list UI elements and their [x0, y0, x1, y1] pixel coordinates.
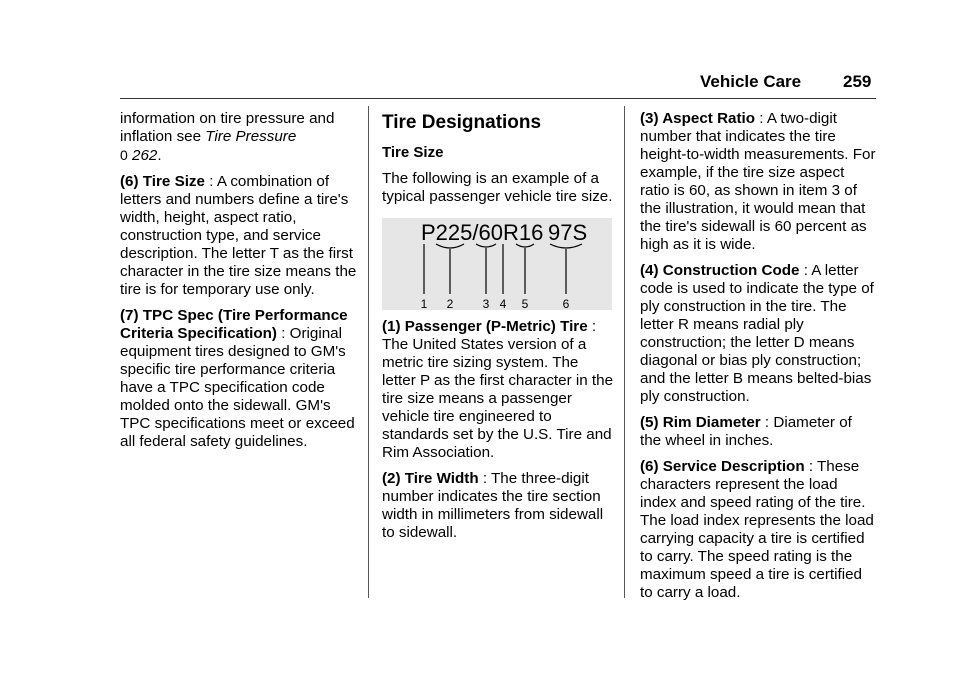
section-title: Tire Designations	[382, 112, 542, 133]
term-description: A two-digit number that indicates the tire height-to-width measurements. For example, if the tire size aspect ratio is 60, as shown in item 3 of the illustration, it would mean that the tire's sidewall is 60 percent as high as it is wide.	[640, 110, 876, 253]
term-separator: :	[799, 262, 812, 279]
term-description: Original equipment tires designed to GM's specific tire performance criteria have a TPC specification code molded onto the sidewall. GM's TPC specifications meet or exceed all federal safety guidelines.	[120, 325, 355, 450]
callout-5: 5	[521, 297, 529, 310]
column-divider-1	[368, 106, 369, 598]
page-ref-icon: 0	[120, 147, 128, 163]
page-ref-number[interactable]: 262	[132, 147, 158, 164]
callout-2: 2	[446, 297, 454, 310]
callout-4: 4	[499, 297, 507, 310]
subsection-title: Tire Size	[382, 144, 444, 161]
term-label: (5) Rim Diameter	[640, 414, 761, 431]
paragraph-tire-width	[382, 470, 614, 542]
callout-3: 3	[482, 297, 490, 310]
page-number: 259	[843, 72, 872, 91]
period: .	[157, 147, 162, 164]
column-divider-2	[624, 106, 625, 598]
paragraph-text: information on tire pressure and inflation see	[120, 110, 335, 145]
term-label: (6) Tire Size	[120, 173, 205, 190]
paragraph-tire-pressure-ref	[120, 110, 360, 165]
column-2	[382, 110, 614, 550]
term-separator: :	[804, 458, 817, 475]
service-code-text: 97S	[548, 220, 588, 245]
paragraph-tpc-spec	[120, 307, 360, 451]
term-label: (7) TPC Spec (Tire Performance Criteria Specification)	[120, 307, 348, 342]
term-description: A combination of letters and numbers define a tire's width, height, aspect ratio, construction type, and service description. The letter T as the first character in the tire size means the tire is for temporary use only.	[120, 173, 357, 298]
term-description: A letter code is used to indicate the type of ply construction in the tire. The letter R means radial ply construction; the letter D means diagonal or bias ply construction; and the letter B means belted-bias ply construction.	[640, 262, 874, 405]
column-1	[120, 110, 360, 459]
term-separator: :	[760, 414, 774, 431]
term-label: (6) Service Description	[640, 458, 805, 475]
paragraph-aspect-ratio	[640, 110, 876, 254]
tire-size-illustration	[382, 218, 612, 310]
term-label: (3) Aspect Ratio	[640, 110, 756, 127]
term-separator: :	[276, 325, 290, 342]
term-label: (1) Passenger (P-Metric) Tire	[382, 318, 588, 335]
header-rule	[120, 98, 876, 99]
term-separator: :	[478, 470, 492, 487]
paragraph-construction-code	[640, 262, 876, 406]
term-description: The three-digit number indicates the tire section width in millimeters from sidewall to sidewall.	[382, 470, 604, 541]
intro-paragraph: The following is an example of a typical passenger vehicle tire size.	[382, 170, 613, 205]
term-separator: :	[204, 173, 217, 190]
term-description: The United States version of a metric tire sizing system. The letter P as the first character in the tire size means a passenger vehicle tire engineered to standards set by the U.S. Tire and Rim Association.	[382, 336, 614, 461]
tire-code-text: P225/60R16	[421, 220, 544, 245]
term-label: (4) Construction Code	[640, 262, 800, 279]
paragraph-rim-diameter	[640, 414, 876, 450]
tire-pressure-link[interactable]: Tire Pressure	[205, 128, 297, 145]
term-separator: :	[755, 110, 767, 127]
term-description: These characters represent the load index and speed rating of the tire. The load index represents the load carrying capacity a tire is certified to carry. The speed rating is the maximum speed a tire is certified to carry a load.	[640, 458, 874, 601]
term-separator: :	[587, 318, 597, 335]
callout-1: 1	[420, 297, 428, 310]
paragraph-passenger-tire	[382, 318, 614, 462]
callout-6: 6	[562, 297, 570, 310]
column-3	[640, 110, 876, 610]
term-description: Diameter of the wheel in inches.	[640, 414, 852, 449]
paragraph-service-description	[640, 458, 876, 602]
running-header-title: Vehicle Care	[700, 72, 802, 91]
paragraph-tire-size	[120, 173, 360, 299]
term-label: (2) Tire Width	[382, 470, 479, 487]
